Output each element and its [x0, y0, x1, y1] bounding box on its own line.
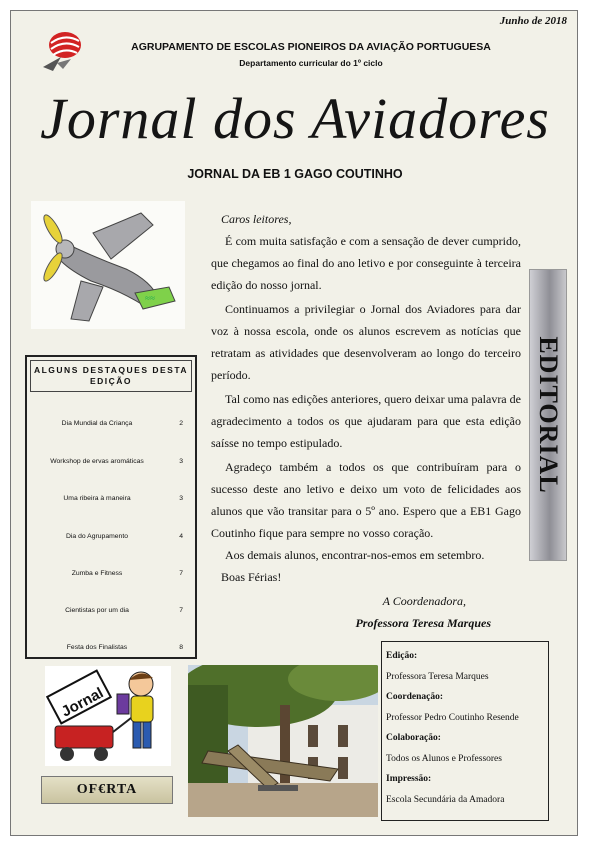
- credit-value: Todos os Alunos e Professores: [386, 753, 502, 764]
- credit-value: Escola Secundária da Amadora: [386, 794, 505, 805]
- oferta-badge: OF€RTA: [41, 776, 173, 804]
- credit-label: Colaboração:: [386, 733, 441, 743]
- editorial-side-tab: [529, 269, 567, 561]
- masthead-subtitle: JORNAL DA EB 1 GAGO COUTINHO: [187, 167, 403, 181]
- issue-date: Junho de 2018: [499, 15, 567, 27]
- credit-label: Impressão:: [386, 774, 432, 784]
- editorial-paragraph: Aos demais alunos, encontrar-nos-emos em setembro.: [225, 548, 485, 562]
- table-of-contents: ALGUNS DESTAQUES DESTA EDIÇÃO Dia Mundial da Criança 2 Workshop de ervas aromáticas 3 Uma ribeira à maneira 3 Dia do Agrupamento 4 Zumba e Fitness 7 Cientistas por um dia 7 Festa dos Finalistas 8: [25, 355, 197, 659]
- credit-value: Professor Pedro Coutinho Resende: [386, 712, 519, 723]
- svg-text:≈≈: ≈≈: [145, 293, 155, 303]
- toc-title: ALGUNS DESTAQUES DESTA EDIÇÃO: [30, 360, 192, 392]
- school-logo: [39, 29, 83, 73]
- credit-label: Coordenação:: [386, 692, 443, 702]
- credit-label: Edição:: [386, 651, 418, 661]
- editorial-paragraph: Agradeço também a todos os que contribuíram para o sucesso deste ano letivo e deixo um voto de felicidades aos alunos que vão transitar para o 5º ano. Espero que a EB1 Gago Coutinho fique para sempre no vosso coração.: [211, 460, 521, 540]
- credit-value: Professora Teresa Marques: [386, 671, 489, 682]
- organization-name: AGRUPAMENTO DE ESCOLAS PIONEIROS DA AVIAÇÃO PORTUGUESA: [131, 41, 491, 53]
- masthead-title: Jornal dos Aviadores: [40, 86, 550, 151]
- newspaper-page: [10, 10, 578, 836]
- editorial-signoff: A Coordenadora,: [382, 594, 466, 608]
- editorial-closing: Boas Férias!: [221, 570, 282, 584]
- editorial-salutation: Caros leitores,: [221, 212, 292, 226]
- department-name: Departamento curricular do 1º ciclo: [239, 58, 383, 68]
- plane-drawing-illustration: [31, 201, 185, 329]
- editorial-paragraph: Tal como nas edições anteriores, quero deixar uma palavra de agradecimento a todos os que ajudaram para que esta edição saísse no tempo estipulado.: [211, 392, 521, 450]
- editorial-author: Professora Teresa Marques: [355, 616, 491, 630]
- editorial-text: [211, 208, 521, 634]
- editorial-paragraph: É com muita satisfação e com a sensação de dever cumprido, que chegamos ao final do ano letivo e por conseguinte à terceira edição do nosso jornal.: [211, 234, 521, 292]
- credits-box: [381, 641, 549, 821]
- school-courtyard-photo: [188, 665, 378, 817]
- editorial-paragraph: Continuamos a privilegiar o Jornal dos Aviadores para dar voz à nossa escola, onde os alunos escrevem as notícias que retratam as atividades que desenvolveram ao longo do terceiro período.: [211, 302, 521, 382]
- editorial-tab-label: EDITORIAL: [534, 336, 563, 494]
- newspaper-kid-illustration: [45, 666, 171, 766]
- svg-text:Jornal: Jornal: [58, 684, 107, 721]
